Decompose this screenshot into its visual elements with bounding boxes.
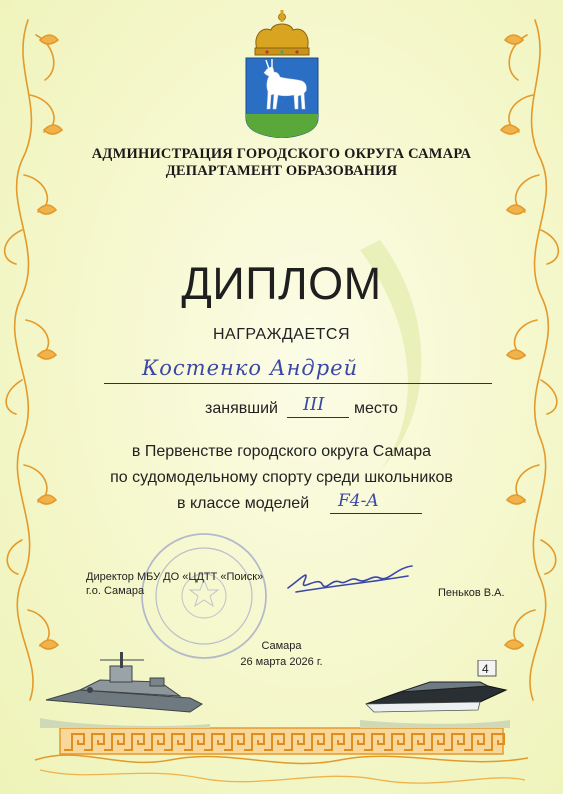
date-label: 26 марта 2026 г. <box>240 656 323 668</box>
event-line-1: в Первенстве городского округа Самара <box>131 443 432 460</box>
class-value: F4-A <box>338 491 379 511</box>
warship-model-image <box>40 640 210 728</box>
diploma-title: ДИПЛОМ <box>181 258 382 309</box>
city-label: Самара <box>261 640 302 652</box>
left-vine-ornament <box>5 20 62 700</box>
place-underline <box>287 417 349 418</box>
event-line-2: по судомодельному спорту среди школьников <box>110 469 453 486</box>
speedboat-model-image <box>360 660 510 728</box>
header-line-1: АДМИНИСТРАЦИЯ ГОРОДСКОГО ОКРУГА САМАРА <box>91 146 472 162</box>
administration-header <box>0 146 563 180</box>
director-title: Директор МБУ ДО «ЦДТТ «Поиск» <box>86 571 264 583</box>
header-line-2: ДЕПАРТАМЕНТ ОБРАЗОВАНИЯ <box>165 163 398 179</box>
boat-number: 4 <box>482 662 489 676</box>
crown-icon <box>255 10 309 55</box>
awarded-label: НАГРАЖДАЕТСЯ <box>213 326 350 343</box>
place-prefix: занявший <box>205 400 278 417</box>
class-prefix: в классе моделей <box>177 495 310 512</box>
place-value: III <box>303 394 325 415</box>
director-org: г.о. Самара <box>86 585 145 597</box>
class-underline <box>330 513 422 514</box>
recipient-underline <box>104 383 492 384</box>
right-vine-ornament <box>501 20 558 700</box>
director-name: Пеньков В.А. <box>438 587 505 599</box>
greek-key-border <box>35 728 528 783</box>
samara-coat-of-arms <box>243 8 321 138</box>
handwritten-signature <box>282 558 422 604</box>
place-suffix: место <box>354 400 398 417</box>
recipient-name: Костенко Андрей <box>142 356 359 380</box>
